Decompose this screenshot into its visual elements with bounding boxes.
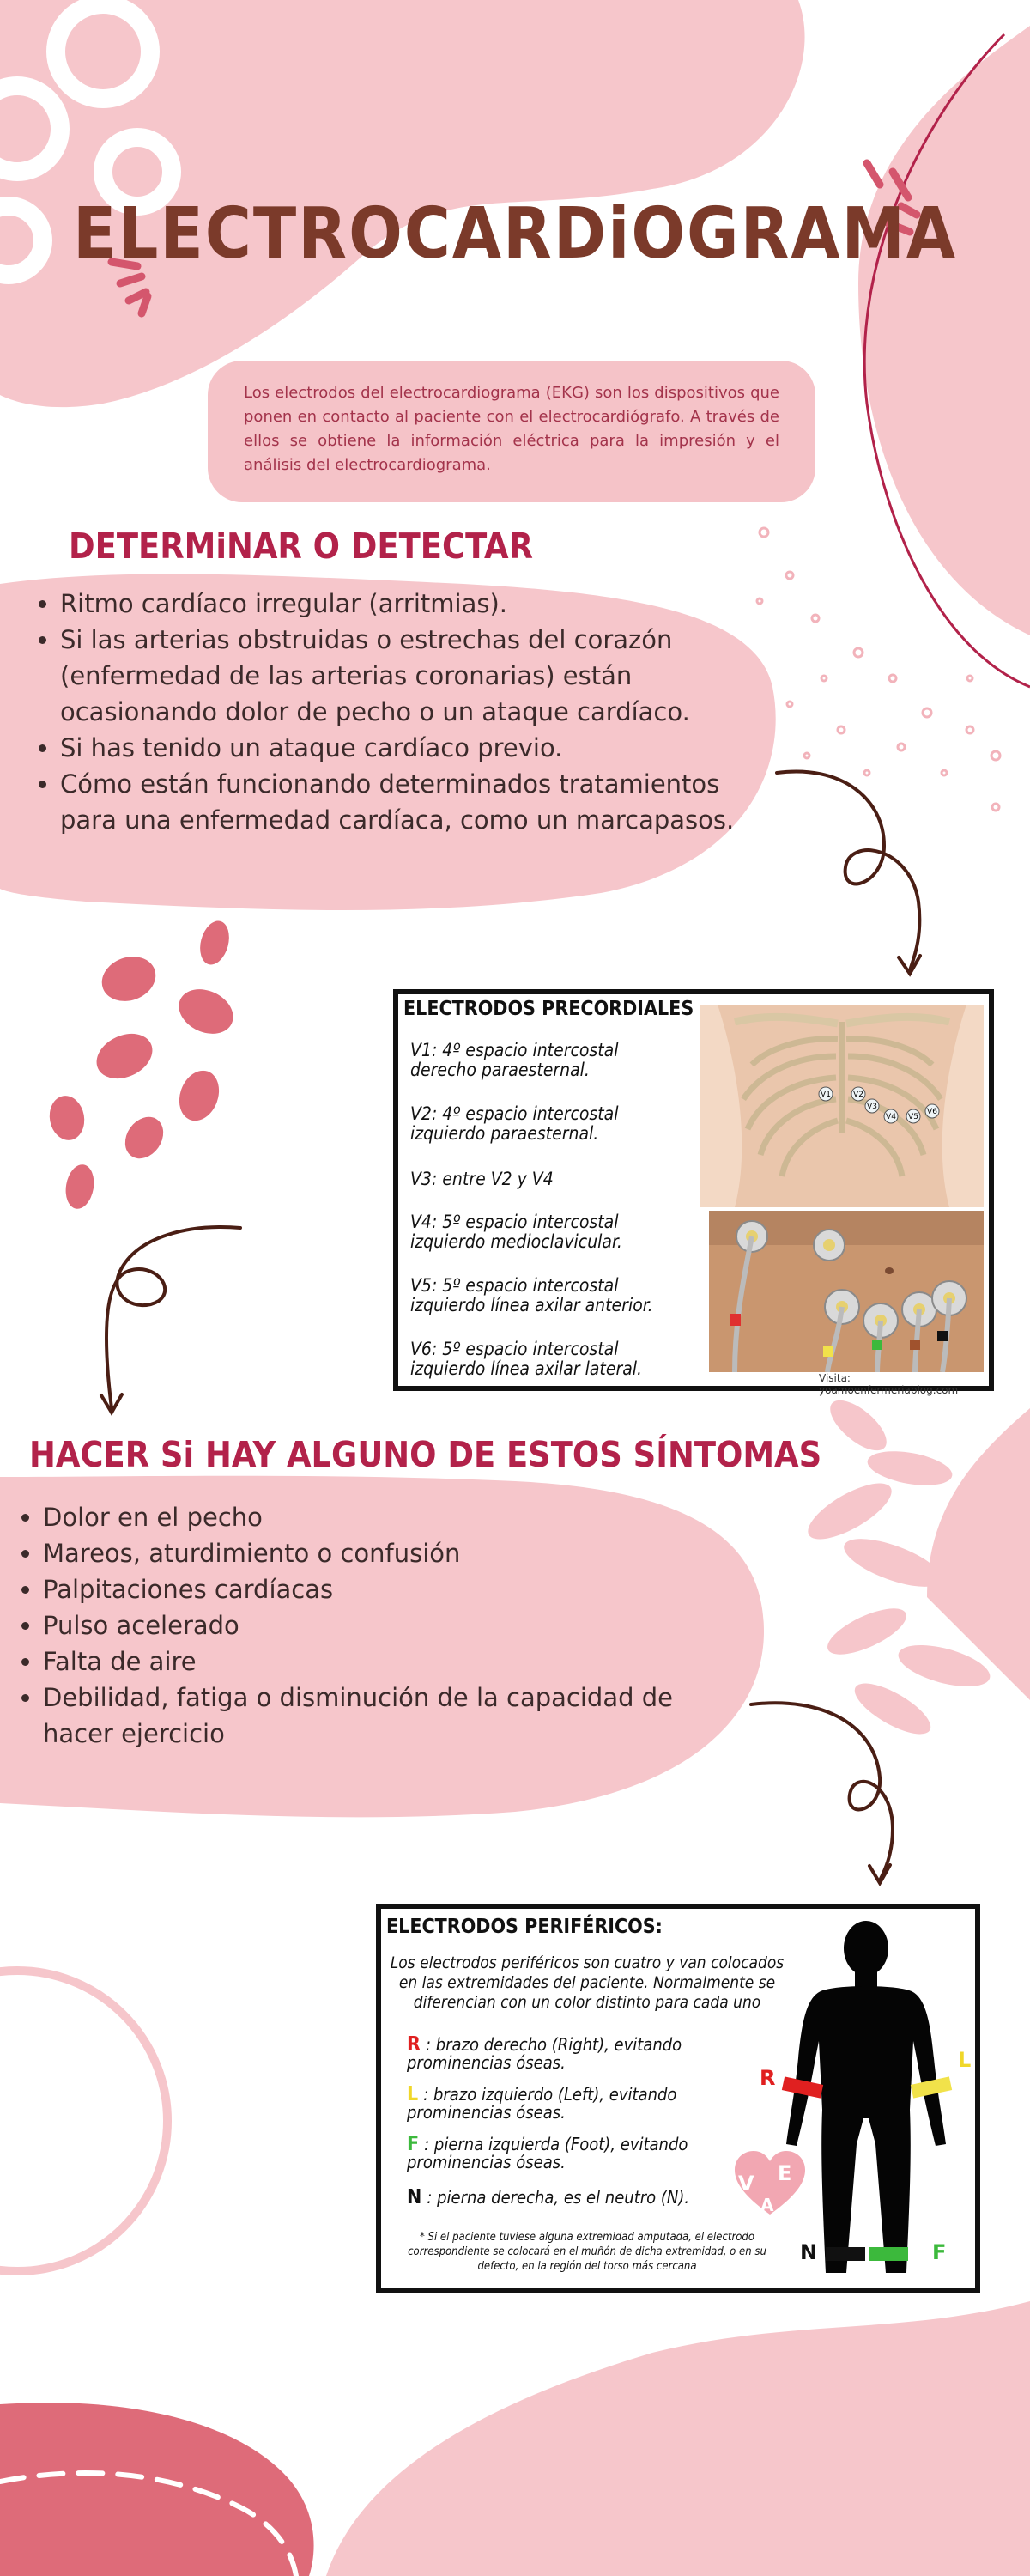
electrode-v4: V4: 5º espacio intercostal izquierdo medioclavicular. <box>410 1212 622 1252</box>
chest-electrodes-photo <box>709 1211 984 1372</box>
rib-label-v6: V6 <box>927 1108 937 1116</box>
list-item: • Palpitaciones cardíacas <box>43 1571 712 1607</box>
arrow-2 <box>106 1227 240 1408</box>
figure-label-l: L <box>958 2048 972 2072</box>
electrode-v5: V5: 5º espacio intercostal izquierdo línea axilar anterior. <box>410 1275 653 1315</box>
figure-label-n: N <box>800 2240 818 2264</box>
key-n: N <box>407 2186 422 2208</box>
top-right-blob <box>858 26 1030 635</box>
rib-label-v5: V5 <box>908 1113 918 1121</box>
detect-list <box>38 586 764 838</box>
list-item: • Pulso acelerado <box>43 1607 712 1643</box>
electrode-v3: V3: entre V2 y V4 <box>410 1169 554 1189</box>
electrode-v2: V2: 4º espacio intercostal izquierdo paraesternal. <box>410 1103 619 1144</box>
body-silhouette <box>759 1912 973 2287</box>
key-l: L <box>407 2083 419 2105</box>
rib-label-v2: V2 <box>853 1091 863 1099</box>
peripheral-text-r: : brazo derecho (Right), evitando prominencias óseas. <box>407 2034 682 2073</box>
peripheral-text-l: : brazo izquierdo (Left), evitando prominencias óseas. <box>407 2084 677 2123</box>
peripheral-text-n: : pierna derecha, es el neutro (N). <box>427 2187 690 2208</box>
ribcage-illustration <box>700 1005 984 1207</box>
peripheral-item-l <box>407 2083 759 2123</box>
rib-label-v4: V4 <box>886 1113 896 1121</box>
key-r: R <box>407 2033 421 2056</box>
logo-letter-v: V <box>738 2172 754 2196</box>
section-heading-symptoms: HACER Si HAY ALGUNO DE ESTOS SÍNTOMAS <box>29 1434 822 1475</box>
logo-letter-e: E <box>778 2161 792 2185</box>
peripheral-heading: ELECTRODOS PERIFÉRICOS: <box>386 1916 663 1938</box>
precordial-card <box>393 989 994 1396</box>
list-item: • Falta de aire <box>43 1643 712 1680</box>
list-item: • Ritmo cardíaco irregular (arritmias). <box>60 586 764 622</box>
rose-petals <box>46 918 240 1212</box>
list-item: • Cómo están funcionando determinados tratamientos para una enfermedad cardíaca, como un marcapasos. <box>60 766 764 838</box>
list-item: • Dolor en el pecho <box>43 1499 712 1535</box>
symptoms-list <box>21 1499 712 1752</box>
intro-box <box>208 361 815 502</box>
peripheral-item-r <box>407 2033 759 2073</box>
arrow-1 <box>777 771 919 970</box>
bottom-right-blob <box>326 2301 1030 2576</box>
section-heading-detect: DETERMiNAR O DETECTAR <box>69 526 534 567</box>
list-item: • Mareos, aturdimiento o confusión <box>43 1535 712 1571</box>
figure-label-f: F <box>932 2240 947 2264</box>
list-item: • Debilidad, fatiga o disminución de la capacidad de hacer ejercicio <box>43 1680 712 1752</box>
electrode-v6: V6: 5º espacio intercostal izquierdo línea axilar lateral. <box>410 1339 643 1379</box>
leaf-plant <box>800 1391 1030 1743</box>
arrow-3 <box>751 1703 893 1880</box>
list-item: • Si has tenido un ataque cardíaco previo. <box>60 730 764 766</box>
precordial-heading: ELECTRODOS PRECORDIALES <box>403 998 694 1020</box>
peripheral-item-f <box>407 2133 759 2172</box>
peripheral-card <box>376 1904 980 2293</box>
rib-label-v1: V1 <box>821 1091 831 1099</box>
rib-label-v3: V3 <box>867 1103 877 1111</box>
intro-text: Los electrodos del electrocardiograma (EKG) son los dispositivos que ponen en contacto al paciente con el electrocardiógrafo. A través de ellos se obtiene la información eléctrica para la impresión y el análisis del electrocardiograma. <box>244 384 779 474</box>
peripheral-item-n <box>407 2186 690 2208</box>
peripheral-description: Los electrodos periféricos son cuatro y van colocados en las extremidades del paciente. Normalmente se diferencian con un color distinto para cada uno <box>390 1953 785 2012</box>
peripheral-note: * Si el paciente tuviese alguna extremidad amputada, el electrodo correspondiente se colocará en el muñón de dicha extremidad, o en su defecto, en la región del torso más cercana <box>408 2231 766 2273</box>
key-f: F <box>407 2133 420 2155</box>
logo-letter-a: A <box>760 2195 774 2215</box>
bottom-left-blob <box>0 2403 314 2576</box>
image-credit: Visita: yoamoenfermeriablog.com <box>819 1372 959 1396</box>
list-item: • Si las arterias obstruidas o estrechas del corazón (enfermedad de las arterias coronarias) están ocasionando dolor de pecho o un ataque cardíaco. <box>60 622 764 730</box>
electrode-v1: V1: 4º espacio intercostal derecho paraesternal. <box>410 1040 619 1080</box>
page-title: ELECTROCARDiOGRAMA <box>72 193 958 275</box>
outline-circle <box>0 1971 167 2271</box>
figure-label-r: R <box>760 2066 776 2090</box>
peripheral-text-f: : pierna izquierda (Foot), evitando prominencias óseas. <box>407 2134 688 2172</box>
